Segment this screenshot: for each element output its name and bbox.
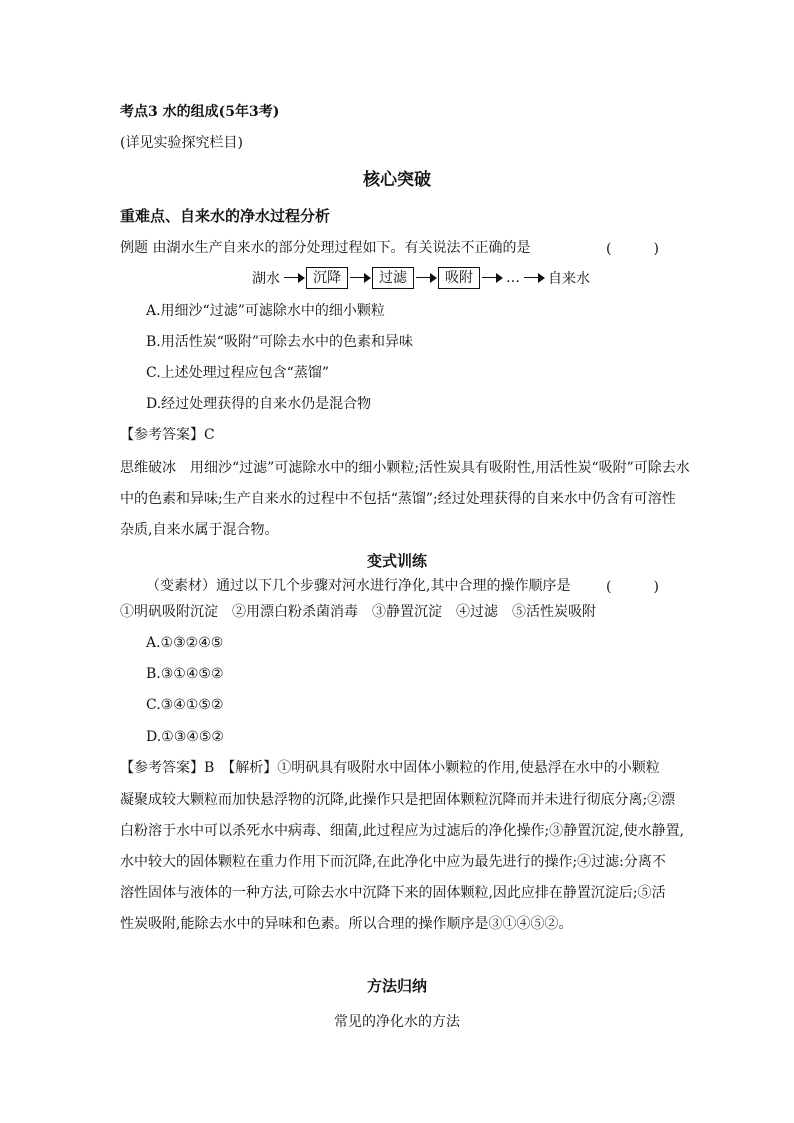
flow-start: 湖水 [252, 271, 280, 287]
example-label: 例题 [120, 240, 148, 256]
flow-step-box: 吸附 [438, 267, 480, 289]
analysis-line: 中的色素和异味;生产自来水的过程中不包括“蒸馏”;经过处理获得的自来水中仍含有可溶性 [120, 491, 676, 507]
variant-option-b: B.③①④⑤② [146, 666, 224, 682]
example-option-d: D.经过处理获得的自来水仍是混合物 [146, 396, 372, 412]
arrow-icon [415, 273, 437, 283]
variant-option-c: C.③④①⑤② [146, 697, 224, 713]
example-answer: 【参考答案】C [120, 427, 215, 443]
example-option-b: B.用活性炭“吸附”可除去水中的色素和异味 [146, 334, 414, 350]
example-option-a: A.用细沙“过滤”可滤除水中的细小颗粒 [146, 303, 385, 319]
example-answer-paren: ( ) [606, 241, 659, 257]
variant-answer-line: 溶性固体与液体的一种方法,可除去水中沉降下来的固体颗粒,因此应排在静置沉淀后;⑤活 [120, 885, 666, 901]
variant-answer-line: 凝聚成较大颗粒而加快悬浮物的沉降,此操作只是把固体颗粒沉降而并未进行彻底分离;②漂 [120, 792, 676, 808]
flow-step-box: 沉降 [306, 267, 348, 289]
variant-answer-line: 水中较大的固体颗粒在重力作用下而沉降,在此净化中应为最先进行的操作;④过滤:分离不 [120, 854, 666, 870]
section-title: 核心突破 [363, 170, 431, 190]
variant-steps: ①明矾吸附沉淀 ②用漂白粉杀菌消毒 ③静置沉淀 ④过滤 ⑤活性炭吸附 [120, 604, 596, 620]
variant-answer-line: 性炭吸附,能除去水中的异味和色素。所以合理的操作顺序是③①④⑤②。 [120, 916, 573, 932]
example-stem [120, 238, 530, 258]
flow-end: 自来水 [548, 271, 590, 287]
see-detail-note: (详见实验探究栏目) [120, 135, 243, 151]
flow-dots: … [506, 270, 520, 286]
method-subtitle: 常见的净化水的方法 [334, 1014, 460, 1030]
variant-stem: （变素材）通过以下几个步骤对河水进行净化,其中合理的操作顺序是 [146, 578, 571, 594]
process-flow-diagram [250, 266, 592, 290]
analysis-line: 杂质,自来水属于混合物。 [120, 522, 279, 538]
sub-title: 重难点、自来水的净水过程分析 [120, 207, 331, 225]
variant-answer-paren: ( ) [606, 579, 659, 595]
variant-option-a: A.①③②④⑤ [146, 635, 224, 651]
arrow-icon [481, 273, 503, 283]
variant-answer-line: 白粉溶于水中可以杀死水中病毒、细菌,此过程应为过滤后的净化操作;③静置沉淀,使水静置, [120, 823, 685, 839]
arrow-icon [283, 273, 305, 283]
kaodian-heading: 考点3 水的组成(5年3考) [120, 104, 280, 120]
variant-answer-line: 【参考答案】B 【解析】①明矾具有吸附水中固体小颗粒的作用,使悬浮在水中的小颗粒 [120, 760, 660, 776]
arrow-icon [523, 273, 545, 283]
variant-option-d: D.①③④⑤② [146, 729, 224, 745]
arrow-icon [349, 273, 371, 283]
analysis-line: 思维破冰 用细沙“过滤”可滤除水中的细小颗粒;活性炭具有吸附性,用活性炭“吸附”可除去水 [120, 460, 690, 476]
method-title: 方法归纳 [366, 977, 427, 995]
example-question: 由湖水生产自来水的部分处理过程如下。有关说法不正确的是 [152, 240, 531, 256]
example-option-c: C.上述处理过程应包含“蒸馏” [146, 365, 329, 381]
flow-step-box: 过滤 [372, 267, 414, 289]
variant-title: 变式训练 [366, 552, 427, 570]
